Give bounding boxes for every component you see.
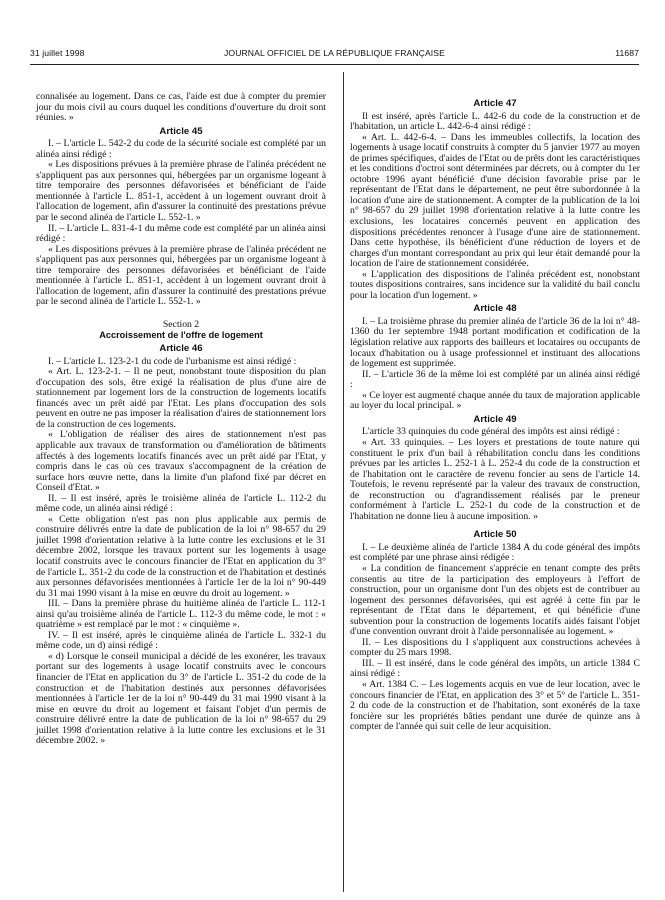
section-heading: Section 2 (162, 318, 200, 330)
article-46-paragraph: IV. – Il est inséré, après le cinquième alinéa de l'article L. 332-1 du même code, un d) ainsi rédigé : (36, 629, 326, 652)
article-48-paragraph: « Ce loyer est augmenté chaque année du taux de majoration applicable au loyer du local principal. » (350, 389, 640, 412)
header-date: 31 juillet 1998 (30, 48, 85, 58)
article-50-paragraph: II. – Les dispositions du I s'appliquent aux constructions achevées à compter du 25 mars 1998. (350, 636, 640, 659)
article-46-paragraph: III. – Dans la première phrase du huitième alinéa de l'article L. 112-1 ainsi qu'au troisième alinéa de l'article L. 112-3 du même code, le mot : « quatrième » est remplacé par le mot : « cinquième ». (36, 598, 326, 631)
article-46-paragraph: « d) Lorsque le conseil municipal a décidé de les exonérer, les travaux portant sur des logements à usage locatif construits avec le concours financier de l'Etat en application du 3° de l'article L. 351-2 du code de la construction et de l'habitation destinés aux personnes défavorisées mentionnées à l'article 1er de la loi n° 90-449 du 31 mai 1990 visant à la mise en œuvre du droit au logement et faisant l'objet d'un permis de construire délivré entre la date de publication de la loi n° 98-657 du 29 juillet 1998 d'orientation relative à la lutte contre les exclusions et le 31 décembre 2002. » (36, 650, 326, 747)
article-49-title: Article 49 (473, 413, 517, 425)
article-49-paragraph: L'article 33 quinquies du code général des impôts est ainsi rédigé : (362, 426, 620, 438)
article-46-paragraph: II. – Il est inséré, après le troisième alinéa de l'article L. 112-2 du même code, un alinéa ainsi rédigé : (36, 492, 326, 515)
article-47-title: Article 47 (473, 98, 517, 109)
article-49-paragraph: « Art. 33 quinquies. – Les loyers et prestations de toute nature qui constituent le prix d'un bail à réhabilitation conclu dans les conditions prévues par les articles L. 252-1 à L. 252-4 du code de la construction et de l'habitation ont le caractère de revenu foncier au sens de l'article 14. Toutefois, le revenu représenté par la valeur des travaux de construction, de reconstruction ou d'agrandissement réalisés par le preneur conformément à l'article L. 252-1 du code de la construction et de l'habitation ne donne lieu à aucune imposition. » (350, 436, 640, 522)
journal-title: JOURNAL OFFICIEL DE LA RÉPUBLIQUE FRANÇAISE (224, 48, 445, 58)
article-45-paragraph: I. – L'article L. 542-2 du code de la sécurité sociale est complété par un alinéa ainsi rédigé : (36, 138, 326, 160)
continued-paragraph: connalisée au logement. Dans ce cas, l'aide est due à compter du premier jour du mois civil au cours duquel les conditions d'ouverture du droit sont réunies. » (36, 91, 326, 124)
article-50-paragraph: I. – Le deuxième alinéa de l'article 1384 A du code général des impôts est complété par une phrase ainsi rédigée : (350, 541, 640, 564)
article-48-title: Article 48 (473, 303, 517, 315)
article-48-paragraph: II. – L'article 36 de la même loi est complété par un alinéa ainsi rédigé : (350, 368, 640, 391)
article-47-paragraph: « L'application des dispositions de l'alinéa précédent est, nonobstant toutes dispositions contraires, sans incidence sur la validité du bail conclu pour la location d'un logement. » (350, 268, 640, 301)
article-46-paragraph: « Cette obligation n'est pas non plus applicable aux permis de construire délivrés entre la date de publication de la loi n° 98-657 du 29 juillet 1998 d'orientation relative à la lutte contre les exclusions et le 31 décembre 2002, lorsque les travaux portent sur les logements à usage locatif construits avec le concours financier de l'Etat en application du 3° de l'article L. 351-2 du code de la construction et de l'habitation et destinés aux personnes défavorisées mentionnées à l'article 1er de la loi n° 90-449 du 31 mai 1990 visant à la mise en œuvre du droit au logement. » (36, 513, 326, 599)
header-rule (30, 64, 639, 65)
article-50-paragraph: « La condition de financement s'apprécie en tenant compte des prêts consentis au titre de la participation des employeurs à l'effort de construction, pour un organisme dont l'un des objets est de contribuer au logement des personnes défavorisées, qui est agréé à cette fin par le représentant de l'Etat dans le département, et qui bénéficie d'une subvention pour la construction de logements locatifs aidés faisant l'objet d'une convention ouvrant droit à l'aide personnalisée au logement. » (350, 562, 640, 638)
article-46-paragraph: « Art. L. 123-2-1. – Il ne peut, nonobstant toute disposition du plan d'occupation des sols, être exigé la réalisation de plus d'une aire de stationnement par logement lors de la construction de logements locatifs financés avec un prêt aidé par l'Etat. Les plans d'occupation des sols peuvent en outre ne pas imposer la réalisation d'aires de stationnement lors de la construction de ces logements. (36, 366, 326, 430)
right-column (350, 96, 640, 733)
article-50-paragraph: « Art. 1384 C. – Les logements acquis en vue de leur location, avec le concours financier de l'Etat, en application des 3° et 5° de l'article L. 351-2 du code de la construction et de l'habitation, sont exonérés de la taxe foncière sur les propriétés bâties pendant une durée de quinze ans à compter de l'année qui suit celle de leur acquisition. (350, 678, 640, 733)
article-45-paragraph: II. – L'article L. 831-4-1 du même code est complété par un alinéa ainsi rédigé : (36, 222, 326, 245)
article-47-paragraph: « Art. L. 442-6-4. – Dans les immeubles collectifs, la location des logements à usage locatif construits à compter du 5 janvier 1977 au moyen de primes spécifiques, d'aides de l'Etat ou de prêts dont les caractéristiques et les conditions d'octroi sont déterminées par décrets, ou à compter du 1er octobre 1996 ayant bénéficié d'une décision favorable prise par le représentant de l'Etat dans le département, ne peut être subordonnée à la location d'une aire de stationnement. A compter de la publication de la loi n° 98-657 du 29 juillet 1998 d'orientation relative à la lutte contre les exclusions, les locataires concernés peuvent en application des dispositions précédentes renoncer à l'usage d'une aire de stationnement. Dans cette hypothèse, ils bénéficient d'une réduction de loyers et de charges d'un montant correspondant au prix qui leur était demandé pour la location de l'aire de stationnement considérée. (350, 131, 641, 270)
section-title: Accroissement de l'offre de logement (99, 330, 263, 341)
article-45-title: Article 45 (159, 125, 203, 137)
article-45-paragraph: « Les dispositions prévues à la première phrase de l'alinéa précédent ne s'appliquent pas aux personnes qui, hébergées par un organisme logeant à titre temporaire des personnes défavorisées et bénéficiant de l'aide mentionnée à l'article L. 851-1, accèdent à un logement ouvrant droit à l'allocation de logement, afin d'assurer la continuité des prestations prévue par le second alinéa de l'article L. 552-1. » (36, 159, 326, 224)
article-50-paragraph: III. – Il est inséré, dans le code général des impôts, un article 1384 C ainsi rédigé : (350, 657, 640, 680)
article-45-paragraph: « Les dispositions prévues à la première phrase de l'alinéa précédent ne s'appliquent pas aux personnes qui, hébergées par un organisme logeant à titre temporaire des personnes défavorisées et bénéficiant de l'aide mentionnée à l'article L. 851-1, accèdent à un logement ouvrant droit à l'allocation de logement, afin d'assurer la continuité des prestations prévue par le second alinéa de l'article L. 552-1. » (36, 243, 326, 308)
page-number: 11687 (615, 48, 639, 58)
article-48-paragraph: I. – La troisième phrase du premier alinéa de l'article 36 de la loi n° 48-1360 du 1er septembre 1948 portant modification et codification de la législation relative aux rapports des bailleurs et locataires ou occupants de locaux d'habitation ou à usage professionnel et instituant des allocations de logement est supprimée. (350, 315, 640, 370)
left-column (36, 92, 326, 747)
column-divider (343, 72, 344, 892)
article-46-paragraph: I. – L'article L. 123-2-1 du code de l'urbanisme est ainsi rédigé : (48, 355, 297, 367)
article-46-paragraph: « L'obligation de réaliser des aires de stationnement n'est pas applicable aux travaux de transformation ou d'amélioration de bâtiments affectés à des logements locatifs financés avec un prêt aidé par l'Etat, y compris dans le cas où ces travaux s'accompagnent de la création de surface hors œuvre nette, dans la limite d'un plafond fixé par décret en Conseil d'Etat. » (36, 429, 326, 494)
article-46-title: Article 46 (159, 343, 203, 355)
article-50-title: Article 50 (473, 529, 517, 541)
page-header (30, 48, 639, 62)
article-47-paragraph: Il est inséré, après l'article L. 442-6 du code de la construction et de l'habitation, un article L. 442-6-4 ainsi rédigé : (350, 110, 640, 133)
